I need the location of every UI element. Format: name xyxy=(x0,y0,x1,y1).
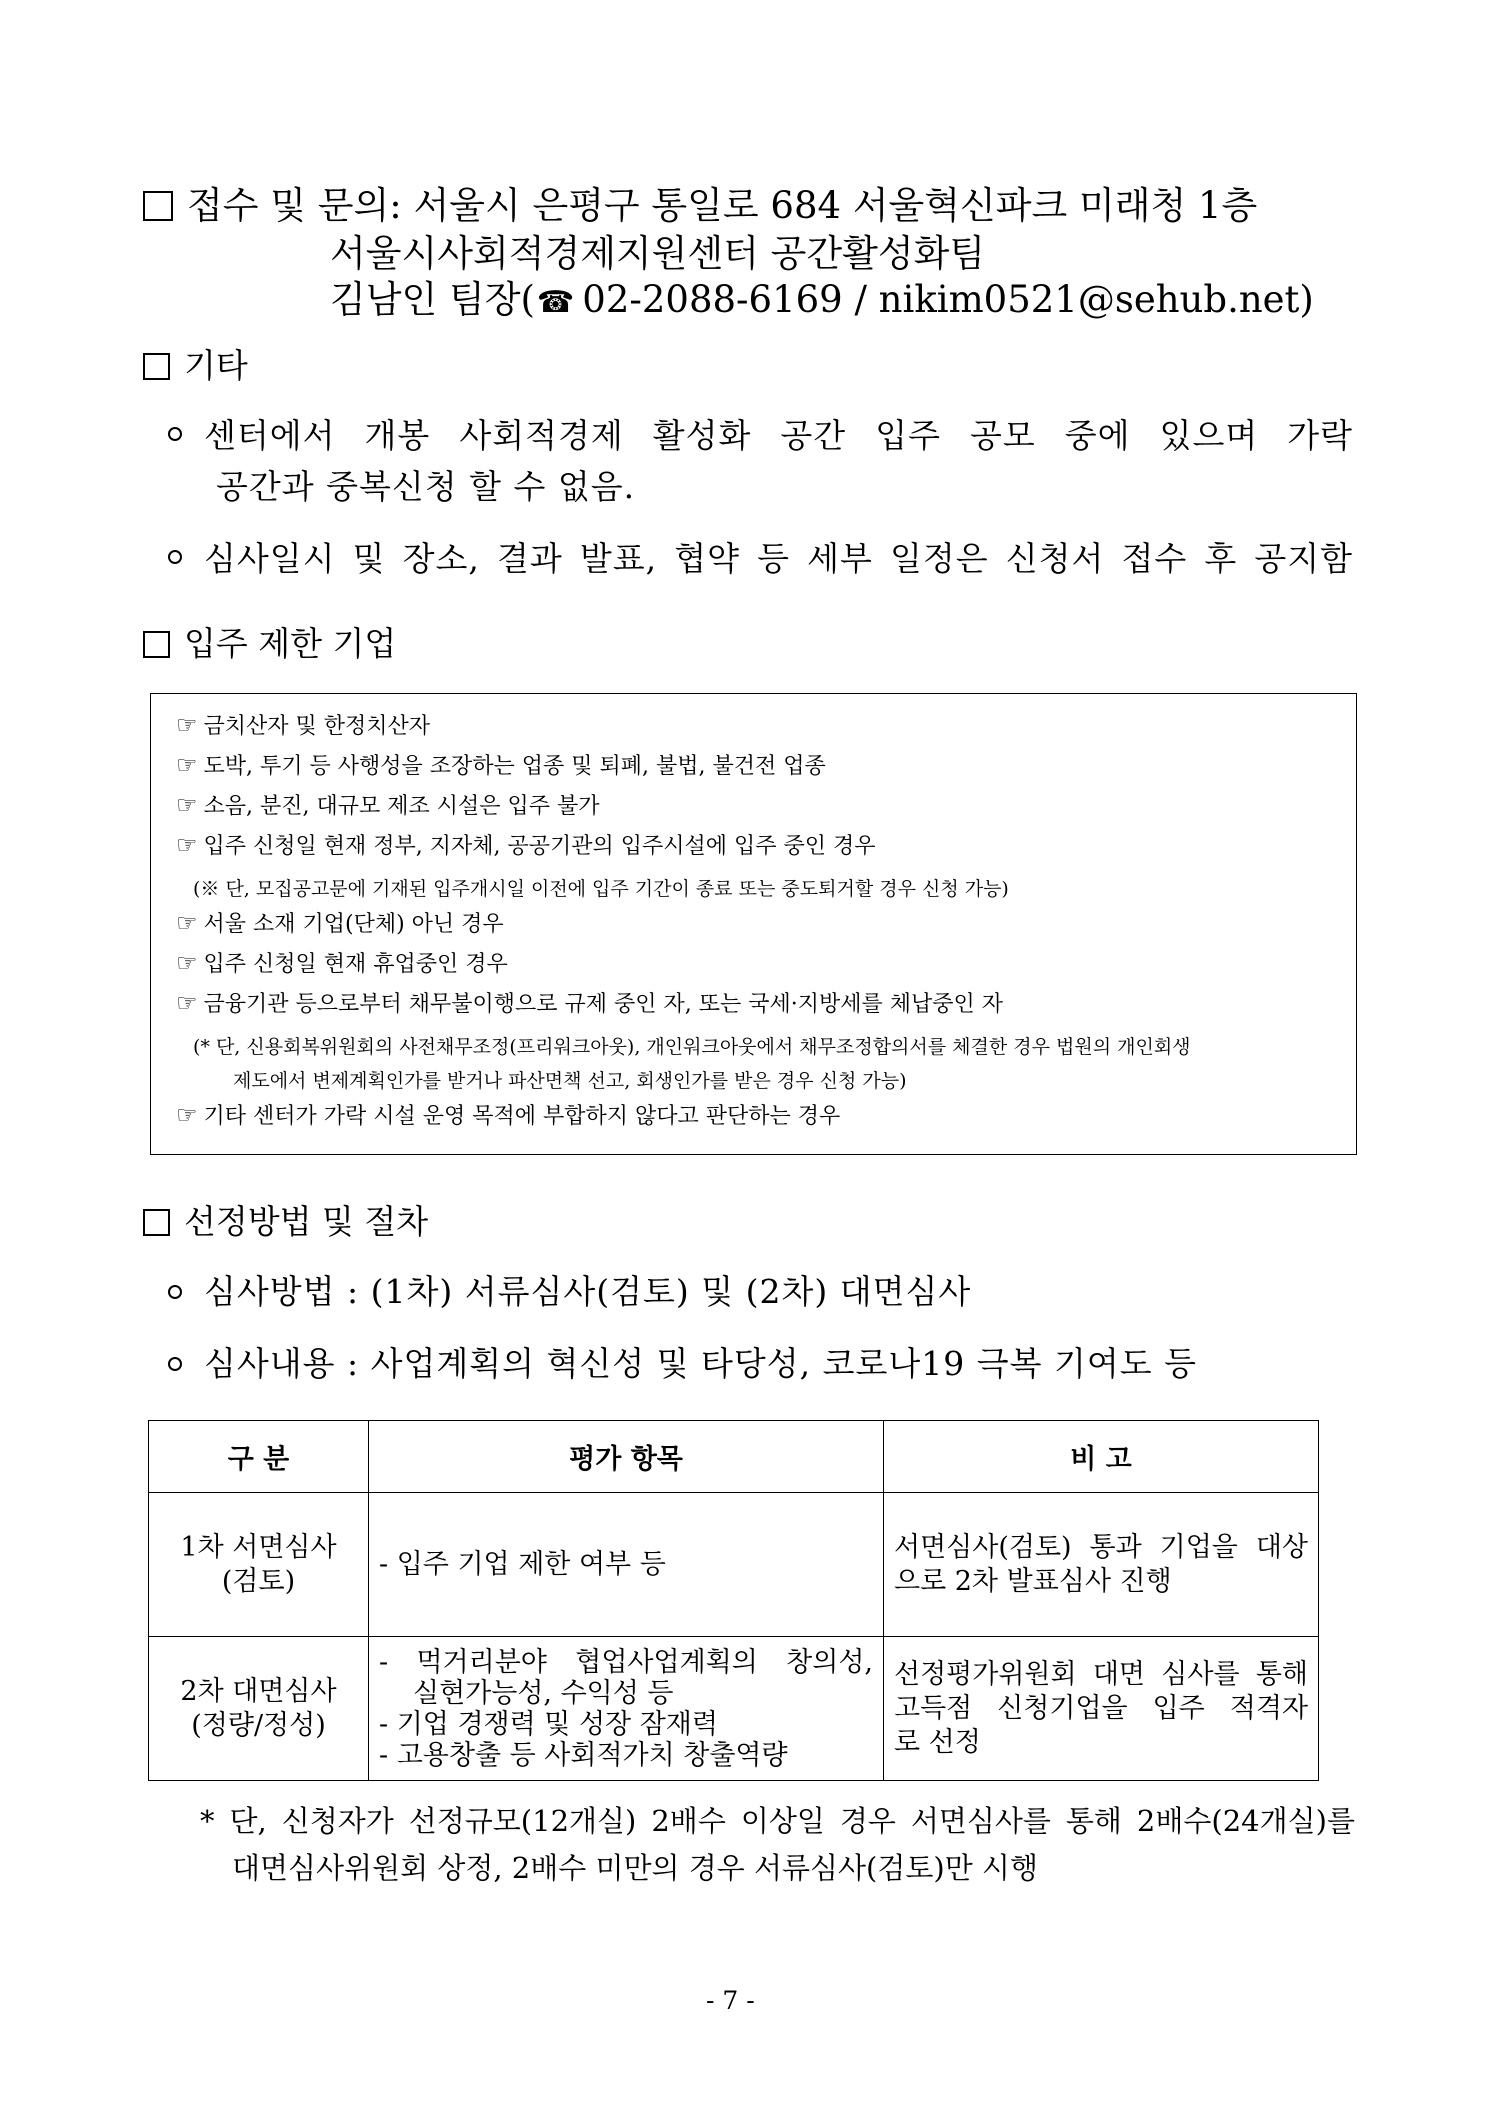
header-evaluation-item: 평가 항목 xyxy=(369,1421,884,1493)
selection-heading-label: 선정방법 및 절차 xyxy=(184,1202,429,1241)
table-row xyxy=(149,1493,1319,1637)
evaluation-table xyxy=(148,1420,1319,1781)
footnote-line1-text: * 단, 신청자가 선정규모(12개실) 2배수 이상일 경우 서면심사를 통해 2배수(24개실)를 xyxy=(200,1804,1355,1838)
checkbox-square-icon xyxy=(143,353,170,380)
list-item xyxy=(176,749,826,780)
table-header-row xyxy=(149,1421,1319,1493)
stage-line: 1차 서면심사 xyxy=(180,1531,337,1563)
note-cell xyxy=(884,1637,1319,1781)
list-item-text: 서울 소재 기업(단체) 아닌 경우 xyxy=(203,912,504,937)
checkbox-square-icon xyxy=(143,1209,170,1236)
contact-heading xyxy=(143,175,1257,229)
list-item-text: 입주 신청일 현재 정부, 지자체, 공공기관의 입주시설에 입주 중인 경우 xyxy=(203,834,876,859)
other-heading xyxy=(143,340,248,387)
circle-bullet-icon xyxy=(168,550,182,564)
note-cell xyxy=(884,1493,1319,1637)
phone-icon: ☎ xyxy=(536,285,575,320)
list-item-text: 소음, 분진, 대규모 제조 시설은 입주 불가 xyxy=(203,794,600,819)
list-item xyxy=(176,789,600,820)
contact-label: 접수 및 문의: 서울시 은평구 통일로 684 서울혁신파크 미래청 1층 xyxy=(187,184,1258,227)
circle-bullet-icon xyxy=(168,427,182,441)
other-item-1-line1: 센터에서 개봉 사회적경제 활성화 공간 입주 공모 중에 있으며 가락 xyxy=(204,416,1353,455)
other-item-1 xyxy=(168,410,1353,457)
contact-person xyxy=(330,269,1314,323)
restriction-box xyxy=(150,693,1357,1155)
pointing-hand-icon: ☞ xyxy=(176,831,198,859)
restrict-heading-label: 입주 제한 기업 xyxy=(184,624,397,663)
list-item xyxy=(176,709,430,740)
list-item-text: 금치산자 및 한정치산자 xyxy=(203,714,431,739)
list-item xyxy=(176,1099,840,1130)
header-remarks: 비 고 xyxy=(884,1421,1319,1493)
list-item xyxy=(176,987,1003,1018)
footnote-line2: 대면심사위원회 상정, 2배수 미만의 경우 서류심사(검토)만 시행 xyxy=(232,1851,1038,1885)
selection-method xyxy=(168,1266,971,1313)
other-item-2-text: 심사일시 및 장소, 결과 발표, 협약 등 세부 일정은 신청서 접수 후 공지함 xyxy=(204,539,1353,578)
list-item xyxy=(176,907,504,938)
checkbox-square-icon xyxy=(143,191,173,221)
note-line: 으로 2차 발표심사 진행 xyxy=(894,1565,1172,1597)
page-number: - 7 - xyxy=(706,1986,755,2015)
other-heading-label: 기타 xyxy=(184,346,248,385)
pointing-hand-icon: ☞ xyxy=(176,1101,198,1129)
item-line: 실현가능성, 수익성 등 xyxy=(413,1677,674,1709)
list-item-text: 입주 신청일 현재 휴업중인 경우 xyxy=(203,952,508,977)
selection-content-text: 심사내용 : 사업계획의 혁신성 및 타당성, 코로나19 극복 기여도 등 xyxy=(204,1344,1197,1383)
restrict-note-2-line2: 제도에서 변제계획인가를 받거나 파산면책 선고, 회생인가를 받은 경우 신청 가능) xyxy=(233,1070,907,1092)
list-item-text: 도박, 투기 등 사행성을 조장하는 업종 및 퇴폐, 불법, 불건전 업종 xyxy=(203,754,826,779)
circle-bullet-icon xyxy=(168,1357,182,1371)
table-row xyxy=(149,1637,1319,1781)
restrict-note-1: (※ 단, 모집공고문에 기재된 입주개시일 이전에 입주 기간이 종료 또는 중도퇴거할 경우 신청 가능) xyxy=(193,878,1009,900)
pointing-hand-icon: ☞ xyxy=(176,791,198,819)
stage-line: 2차 대면심사 xyxy=(180,1675,337,1707)
pointing-hand-icon: ☞ xyxy=(176,949,198,977)
list-item xyxy=(176,829,876,860)
pointing-hand-icon: ☞ xyxy=(176,909,198,937)
pointing-hand-icon: ☞ xyxy=(176,989,198,1017)
stage-line: (검토) xyxy=(221,1565,296,1597)
item-cell xyxy=(369,1637,884,1781)
contact-name: 김남인 팀장( xyxy=(330,278,535,321)
item-line: - 먹거리분야 협업사업계획의 창의성, xyxy=(379,1646,873,1678)
other-item-1-line2: 공간과 중복신청 할 수 없음. xyxy=(216,467,636,506)
restrict-note-2-line1: (* 단, 신용회복위원회의 사전채무조정(프리워크아웃), 개인워크아웃에서 채무조정합의서를 체결한 경우 법원의 개인회생 xyxy=(193,1036,1191,1058)
note-line: 고득점 신청기업을 입주 적격자 xyxy=(894,1692,1308,1724)
list-item-text: 기타 센터가 가락 시설 운영 목적에 부합하지 않다고 판단하는 경우 xyxy=(203,1104,841,1129)
note-line: 선정평가위원회 대면 심사를 통해 xyxy=(894,1658,1308,1690)
footnote-line1 xyxy=(200,1799,1355,1840)
selection-method-text: 심사방법 : (1차) 서류심사(검토) 및 (2차) 대면심사 xyxy=(204,1272,972,1311)
contact-phone-email: 02-2088-6169 / nikim0521@sehub.net) xyxy=(582,278,1314,321)
stage-cell xyxy=(149,1637,369,1781)
pointing-hand-icon: ☞ xyxy=(176,711,198,739)
item-cell xyxy=(369,1493,884,1637)
item-line: - 고용창출 등 사회적가치 창출역량 xyxy=(379,1739,788,1771)
stage-cell xyxy=(149,1493,369,1637)
selection-heading xyxy=(143,1196,428,1243)
restrict-heading xyxy=(143,618,396,665)
note-line: 서면심사(검토) 통과 기업을 대상 xyxy=(894,1531,1308,1563)
header-category: 구 분 xyxy=(149,1421,369,1493)
list-item-text: 금융기관 등으로부터 채무불이행으로 규제 중인 자, 또는 국세·지방세를 체납중인 자 xyxy=(203,992,1004,1017)
selection-content xyxy=(168,1338,1197,1385)
other-item-2 xyxy=(168,533,1353,580)
list-item xyxy=(176,947,508,978)
stage-line: (정량/정성) xyxy=(191,1709,326,1741)
pointing-hand-icon: ☞ xyxy=(176,751,198,779)
note-line: 로 선정 xyxy=(894,1726,981,1758)
item-line: - 입주 기업 제한 여부 등 xyxy=(379,1548,666,1580)
checkbox-square-icon xyxy=(143,631,170,658)
circle-bullet-icon xyxy=(168,1285,182,1299)
item-line: - 기업 경쟁력 및 성장 잠재력 xyxy=(379,1708,718,1740)
contact-organization: 서울시사회적경제지원센터 공간활성화팀 xyxy=(330,232,986,275)
